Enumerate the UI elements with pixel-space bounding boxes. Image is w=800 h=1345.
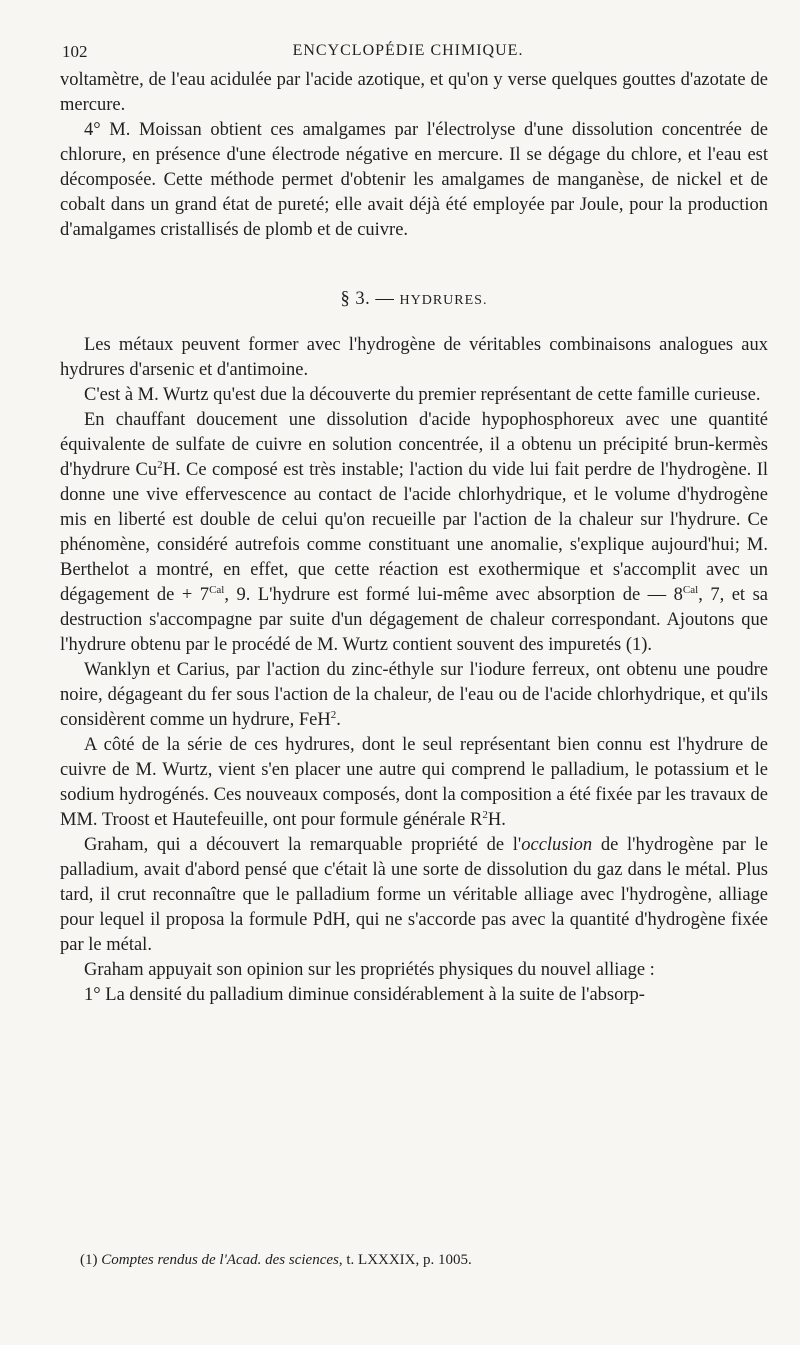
running-header [58,34,758,60]
footnote-reference: , t. LXXXIX, p. 1005. [338,1252,472,1268]
paragraph-wurtz: C'est à M. Wurtz qu'est due la découverte du premier représentant de cette famille curieuse. [84,385,761,405]
section-number: § 3. — [340,289,400,309]
paragraph-intro-hydrures: Les métaux peuvent former avec l'hydrogène de véritables combinaisons analogues aux hydrures d'arsenic et d'antimoine. [60,335,768,380]
paragraph-serie: A côté de la série de ces hydrures, dont le seul représentant bien connu est l'hydrure de cuivre de M. Wurtz, vient s'en placer une autre qui comprend le palladium, le potassium et le sodium hydrogénés. Ces nouveaux composés, dont la composition a été fixée par les travaux de MM. Troost et Hautefeuille, ont pour formule générale $R^2H$. [60,735,768,830]
page-number: 102 [62,42,88,61]
paragraph-moissan: 4° M. Moissan obtient ces amalgames par l'électrolyse d'une dissolution concentrée de chlorure, en présence d'une électrode négative en mercure. Il se dégage du chlore, et l'eau est décomposée. Cette méthode permet d'obtenir les amalgames de manganèse, de nickel et de cobalt dans un grand état de pureté; elle avait déjà été employée par Joule, pour la production d'amalgames cristallisés de plomb et de cuivre. [60,120,768,240]
footnote-marker: (1) [80,1252,102,1268]
footnote [80,1252,472,1269]
section-heading [60,287,768,313]
paragraph-hydrure-cuivre: En chauffant doucement une dissolution d'acide hypophosphoreux avec une quantité équivalente de sulfate de cuivre en solution concentrée, il a obtenu un précipité brun-kermès d'hydrure Cu$^2$H. Ce composé est très instable; l'action du vide lui fait perdre de l'hydrogène. Il donne une vive effervescence au contact de l'acide chlorhydrique, et le volume d'hydrogène mis en liberté est double de celui qu'on recueille par l'action de la chaleur sur l'hydrure. Ce phénomène, considéré autrefois comme constituant une anomalie, s'explique aujourd'hui; M. Berthelot a montré, en effet, que cette réaction est exothermique et s'accomplit avec un dégagement de + $7^{Cal}$, 9. L'hydrure est formé lui-même avec absorption de — $8^{Cal}$, 7, et sa destruction s'accompagne par suite d'un dégagement de chaleur correspondant. Ajoutons que l'hydrure obtenu par le procédé de M. Wurtz contient souvent des impuretés (1). [60,410,768,655]
paragraph-wanklyn: Wanklyn et Carius, par l'action du zinc-éthyle sur l'iodure ferreux, ont obtenu une poudre noire, dégageant du fer sous l'action de la chaleur, de l'eau ou de l'acide chlorhydrique, et qu'ils considèrent comme un hydrure, FeH$^2$. [60,660,768,730]
running-title: ENCYCLOPÉDIE CHIMIQUE. [292,42,524,59]
body-text [60,68,768,1008]
section-title: HYDRURES. [399,293,488,308]
paragraph-graham-opinion: Graham appuyait son opinion sur les propriétés physiques du nouvel alliage : [84,960,655,980]
footnote-source: Comptes rendus de l'Acad. des sciences [101,1252,339,1268]
paragraph-continued: voltamètre, de l'eau acidulée par l'acide azotique, et qu'on y verse quelques gouttes d'azotate de mercure. [60,70,768,115]
paragraph-graham: Graham, qui a découvert la remarquable propriété de l'occlusion de l'hydrogène par le palladium, avait d'abord pensé que c'était là une sorte de dissolution du gaz dans le métal. Plus tard, il crut reconnaître que le palladium forme un véritable alliage avec l'hydrogène, alliage pour lequel il proposa la formule PdH, qui ne s'accorde pas avec la quantité d'hydrogène fixée par le métal. [60,835,768,955]
paragraph-densite: 1° La densité du palladium diminue considérablement à la suite de l'absorp- [84,985,645,1005]
